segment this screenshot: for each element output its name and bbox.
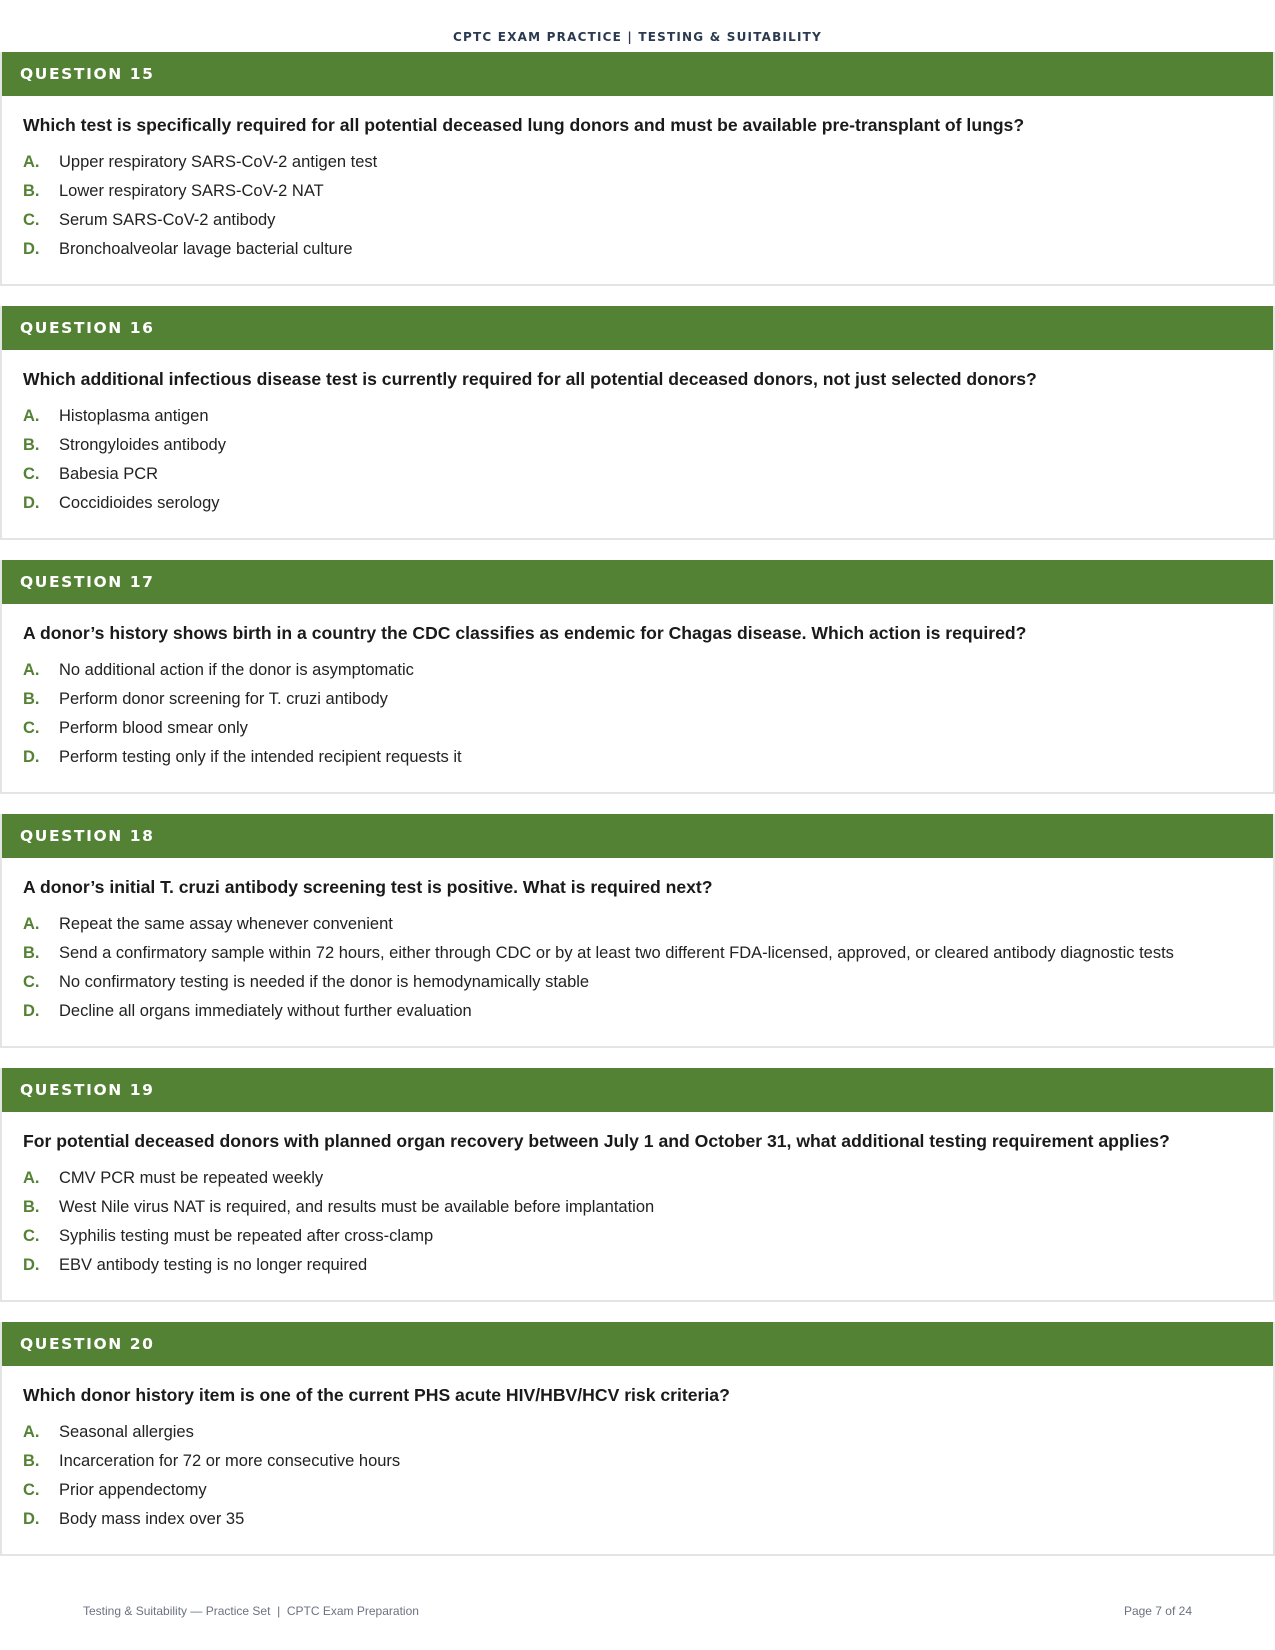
option-text: Coccidioides serology (59, 494, 220, 512)
option-text: Perform testing only if the intended recipient requests it (59, 748, 462, 766)
option-text: Prior appendectomy (59, 1481, 207, 1499)
answer-option[interactable] (23, 1222, 1273, 1251)
question-list (0, 52, 1275, 1576)
option-letter: D. (23, 1002, 40, 1020)
option-text: Incarceration for 72 or more consecutive hours (59, 1452, 401, 1470)
option-text: No additional action if the donor is asymptomatic (59, 661, 414, 679)
option-text: CMV PCR must be repeated weekly (59, 1169, 324, 1187)
option-letter: A. (23, 661, 40, 679)
option-letter: A. (23, 1423, 40, 1441)
answer-option[interactable] (23, 1193, 1273, 1222)
question-number: QUESTION 19 (2, 1068, 1273, 1112)
answer-option[interactable] (23, 1505, 1273, 1534)
question-card (0, 306, 1275, 540)
answer-option[interactable] (23, 685, 1273, 714)
footer-document-title: Testing & Suitability — Practice Set | CPTC Exam Preparation (83, 1604, 419, 1618)
answer-option[interactable] (23, 402, 1273, 431)
option-letter: C. (23, 1481, 40, 1499)
answer-option[interactable] (23, 997, 1273, 1026)
footer-page-number: Page 7 of 24 (1123, 1604, 1192, 1618)
option-text: EBV antibody testing is no longer required (59, 1256, 368, 1274)
question-text: Which test is specifically required for all potential deceased lung donors and must be available pre-transplant of lungs? (23, 115, 1025, 135)
question-text: A donor’s initial T. cruzi antibody screening test is positive. What is required next? (23, 877, 713, 897)
option-letter: C. (23, 973, 40, 991)
option-letter: B. (23, 182, 40, 200)
answer-option[interactable] (23, 148, 1273, 177)
answer-option[interactable] (23, 489, 1273, 518)
option-text: Lower respiratory SARS-CoV-2 NAT (59, 182, 324, 200)
option-letter: D. (23, 494, 40, 512)
answer-option[interactable] (23, 910, 1273, 939)
option-text: West Nile virus NAT is required, and results must be available before implantation (59, 1198, 655, 1216)
question-text: Which additional infectious disease test is currently required for all potential deceased donors, not just selected donors? (23, 369, 1037, 389)
option-text: Body mass index over 35 (59, 1510, 245, 1528)
option-text: Upper respiratory SARS-CoV-2 antigen test (59, 153, 378, 171)
question-text: For potential deceased donors with planned organ recovery between July 1 and October 31, what additional testing requirement applies? (23, 1131, 1170, 1151)
question-number: QUESTION 15 (2, 52, 1273, 96)
question-text: A donor’s history shows birth in a country the CDC classifies as endemic for Chagas disease. Which action is required? (23, 623, 1027, 643)
answer-option[interactable] (23, 743, 1273, 772)
option-letter: A. (23, 915, 40, 933)
option-text: Repeat the same assay whenever convenient (59, 915, 393, 933)
option-letter: D. (23, 240, 40, 258)
answer-option[interactable] (23, 206, 1273, 235)
answer-option[interactable] (23, 1418, 1273, 1447)
answer-option[interactable] (23, 431, 1273, 460)
option-letter: D. (23, 748, 40, 766)
option-letter: B. (23, 944, 40, 962)
question-card (0, 1322, 1275, 1556)
option-text: Decline all organs immediately without further evaluation (59, 1002, 472, 1020)
option-letter: A. (23, 153, 40, 171)
answer-option[interactable] (23, 968, 1273, 997)
option-letter: C. (23, 1227, 40, 1245)
answer-option[interactable] (23, 1251, 1273, 1280)
option-letter: C. (23, 465, 40, 483)
option-text: Perform donor screening for T. cruzi antibody (59, 690, 388, 708)
answer-option[interactable] (23, 939, 1273, 968)
option-letter: D. (23, 1256, 40, 1274)
answer-option[interactable] (23, 1164, 1273, 1193)
option-text: Histoplasma antigen (59, 407, 209, 425)
option-letter: B. (23, 1198, 40, 1216)
option-text: Send a confirmatory sample within 72 hours, either through CDC or by at least two different FDA-licensed, approved, or cleared antibody diagnostic tests (59, 944, 1174, 962)
question-number: QUESTION 16 (2, 306, 1273, 350)
question-card (0, 814, 1275, 1048)
question-card (0, 1068, 1275, 1302)
answer-option[interactable] (23, 177, 1273, 206)
option-letter: B. (23, 690, 40, 708)
answer-option[interactable] (23, 1476, 1273, 1505)
option-letter: B. (23, 1452, 40, 1470)
option-text: Perform blood smear only (59, 719, 248, 737)
option-text: Bronchoalveolar lavage bacterial culture (59, 240, 353, 258)
option-letter: B. (23, 436, 40, 454)
option-text: Serum SARS-CoV-2 antibody (59, 211, 276, 229)
option-text: Babesia PCR (59, 465, 159, 483)
answer-option[interactable] (23, 460, 1273, 489)
question-card (0, 52, 1275, 286)
question-number: QUESTION 18 (2, 814, 1273, 858)
option-letter: C. (23, 211, 40, 229)
question-text: Which donor history item is one of the current PHS acute HIV/HBV/HCV risk criteria? (23, 1385, 730, 1405)
option-letter: A. (23, 407, 40, 425)
option-text: Syphilis testing must be repeated after cross-clamp (59, 1227, 434, 1245)
option-text: Seasonal allergies (59, 1423, 194, 1441)
answer-option[interactable] (23, 656, 1273, 685)
page-header-title: CPTC EXAM PRACTICE | TESTING & SUITABILITY (453, 30, 822, 44)
question-number: QUESTION 17 (2, 560, 1273, 604)
option-text: No confirmatory testing is needed if the donor is hemodynamically stable (59, 973, 590, 991)
answer-option[interactable] (23, 235, 1273, 264)
option-letter: D. (23, 1510, 40, 1528)
option-letter: A. (23, 1169, 40, 1187)
answer-option[interactable] (23, 714, 1273, 743)
answer-option[interactable] (23, 1447, 1273, 1476)
option-text: Strongyloides antibody (59, 436, 226, 454)
question-number: QUESTION 20 (2, 1322, 1273, 1366)
option-letter: C. (23, 719, 40, 737)
question-card (0, 560, 1275, 794)
